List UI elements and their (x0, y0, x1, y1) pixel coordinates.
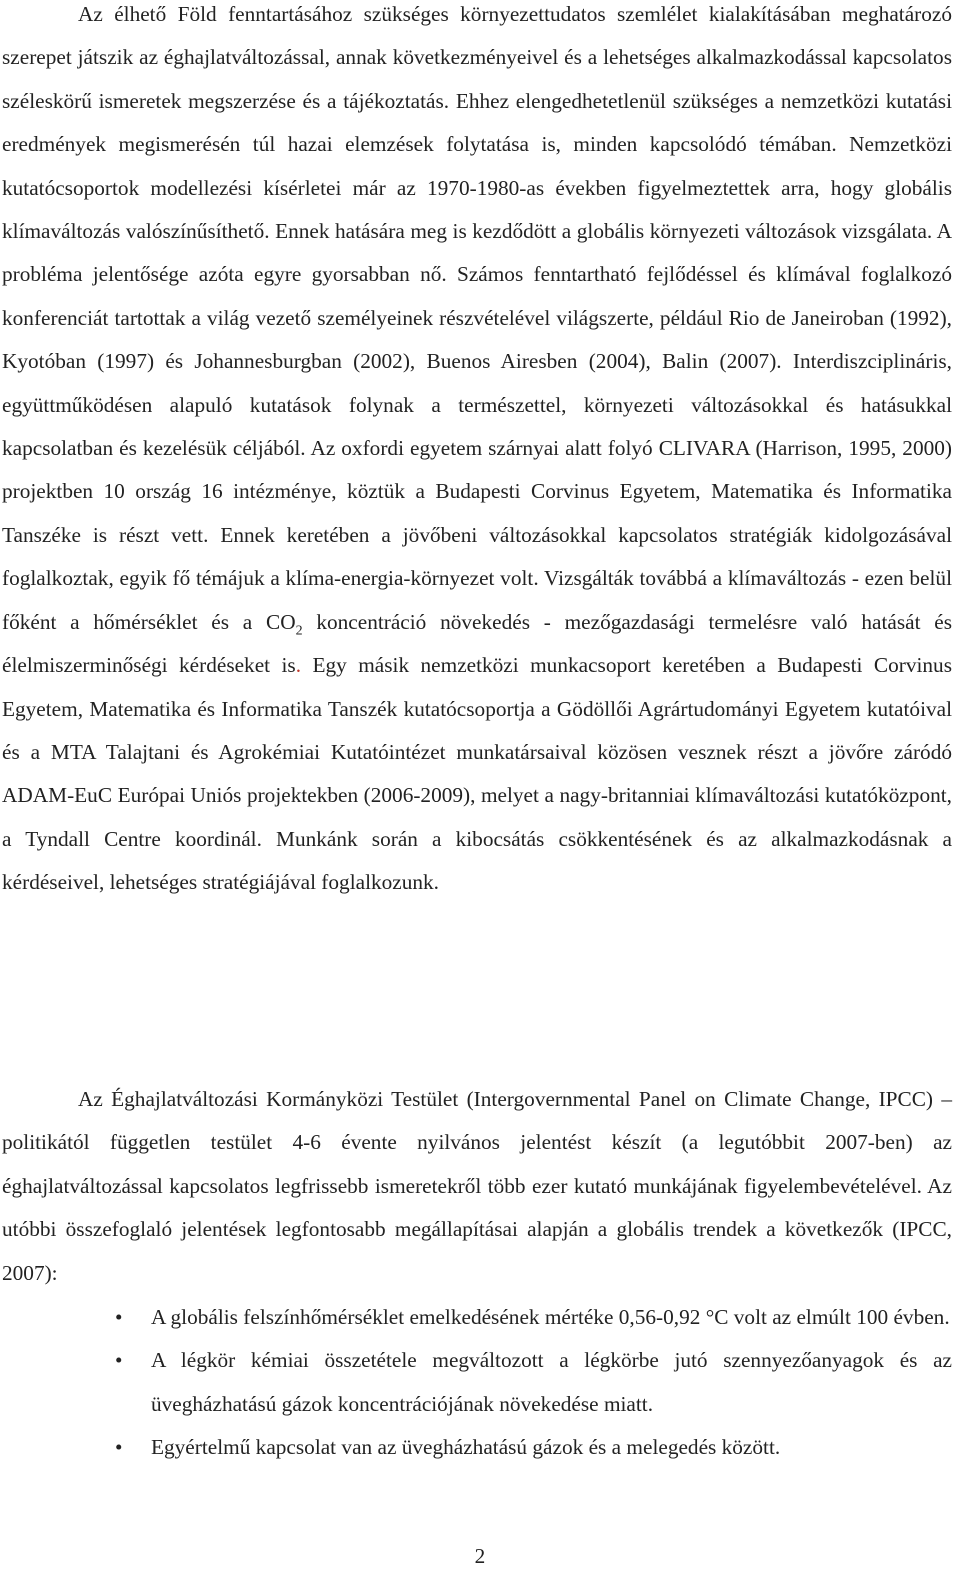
body-paragraph-1 (2, 0, 952, 905)
body-paragraph-2: Az Éghajlatváltozási Kormányközi Testület (Intergovernmental Panel on Climate Change, IPCC) – politikától független testület 4-6 évente nyilvános jelentést készít (a legutóbbit 2007-ben) az éghajlatváltozással kapcsolatos legfrissebb ismeretekről több ezer kutató munkájának figyelembevételével. Az utóbbi összefoglaló jelentések legfontosabb megállapításai alapján a globális trendek a következők (IPCC, 2007): (2, 1087, 952, 1285)
list-item (2, 1426, 952, 1469)
highlighted-period: . (295, 653, 302, 678)
page-number: 2 (474, 1544, 486, 1568)
paragraph-1-part-2: Nemzetközi kutatócsoportok modellezési kísérletei már az 1970-1980-as években figyelmeztettek arra, hogy globális klímaváltozás valószínűsíthető. Ennek hatására meg is kezdődött a globális környezeti változások vizsgálata. A probléma jelentősége azóta egyre gyorsabban nő. Számos fenntartható fejlődéssel és klímával foglalkozó konferenciát tartottak a világ vezető személyeinek részvételével világszerte, például Rio de Janeiroban (1992), Kyotóban (1997) és Johannesburgban (2002), Buenos Airesben (2004), Balin (2007). Interdiszciplináris, együttműködésen alapuló kutatások folynak a természettel, környezeti változásokkal és hatásukkal kapcsolatban és kezelésük céljából. Az oxfordi egyetem szárnyai alatt folyó CLIVARA (Harrison, 1995, 2000) projektben 10 ország 16 intézménye, köztük a Budapesti Corvinus Egyetem, Matematika és Informatika Tanszéke is részt vett. Ennek keretében a jövőbeni változásokkal kapcsolatos stratégiák kidolgozásával foglalkoztak, egyik fő témájuk a klíma-energia-környezet volt. Vizsgálták továbbá a klímaváltozás - ezen belül főként a hőmérséklet és a CO (2, 132, 953, 634)
bullet-icon: • (115, 1305, 123, 1329)
trend-list (2, 1296, 952, 1470)
list-item-text: Egyértelmű kapcsolat van az üvegházhatású gázok és a melegedés között. (151, 1435, 781, 1460)
paragraph-1-part-3: koncentráció növekedés - mezőgazdasági termelésre való hatását és élelmiszerminőségi kérdéseket is (2, 609, 952, 678)
list-item-text: A globális felszínhőmérséklet emelkedésének mértéke 0,56-0,92 °C volt az elmúlt 100 évben. (151, 1305, 950, 1329)
list-item (2, 1296, 952, 1339)
co2-subscript: 2 (295, 622, 303, 638)
list-item-text: A légkör kémiai összetétele megváltozott a légkörbe jutó szennyezőanyagok és az üvegházhatású gázok koncentrációjának növekedése miatt. (151, 1348, 952, 1416)
paragraph-1-part-1: Az élhető Föld fenntartásához szükséges környezettudatos szemlélet kialakításában meghatározó szerepet játszik az éghajlatváltozással, annak következményeivel és a lehetséges alkalmazkodással kapcsolatos széleskörű ismeretek megszerzése és a tájékoztatás. Ehhez elengedhetetlenül szükséges a nemzetközi kutatási eredmények megismerésén túl hazai elemzések folytatása is, minden kapcsolódó témában. (2, 2, 952, 157)
paragraph-1-part-4: Egy másik nemzetközi munkacsoport keretében a Budapesti Corvinus Egyetem, Matematika és Informatika Tanszék kutatócsoportja a Gödöllői Agrártudományi Egyetem kutatóival és a MTA Talajtani és Agrokémiai Kutatóintézet munkatársaival közösen vesznek részt a jövőre záródó ADAM-EuC Európai Uniós projektekben (2006-2009), melyet a nagy-britanniai klímaváltozási kutatóközpont, a Tyndall Centre koordinál. Munkánk során a kibocsátás csökkentésének és az alkalmazkodásnak a kérdéseivel, lehetséges stratégiájával foglalkozunk. (2, 653, 952, 895)
bullet-icon: • (115, 1435, 123, 1460)
list-item (2, 1339, 952, 1426)
bullet-icon: • (115, 1348, 123, 1373)
